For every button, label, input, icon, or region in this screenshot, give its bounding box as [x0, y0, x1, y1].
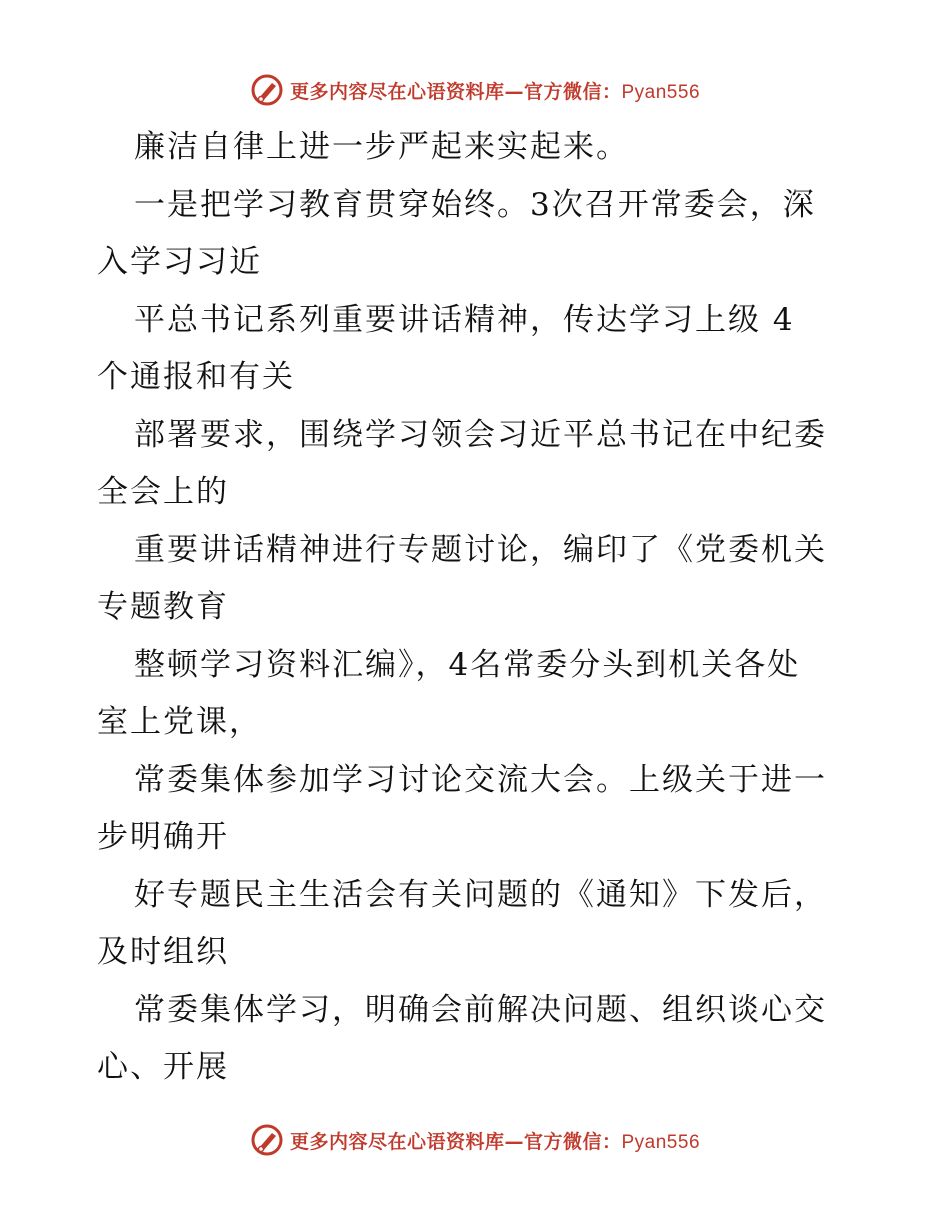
text-line: 专题教育: [97, 589, 229, 625]
document-body: [97, 119, 877, 1097]
text-line: 个通报和有关: [97, 359, 295, 395]
text-line: 步明确开: [97, 819, 229, 855]
text-line: 一是把学习教育贯穿始终。3次召开常委会，深: [134, 186, 816, 223]
text-line: 室上党课，: [97, 704, 262, 740]
text-line: 平总书记系列重要讲话精神，传达学习上级 4: [134, 301, 795, 338]
text-line: 入学习习近: [97, 244, 262, 280]
header-watermark: [0, 70, 950, 110]
text-line: 及时组织: [97, 934, 229, 970]
text-line: 部署要求，围绕学习领会习近平总书记在中纪委: [134, 416, 827, 453]
header-watermark-text: 更多内容尽在心语资料库—官方微信：Pyan556: [289, 80, 701, 103]
footer-watermark: [0, 1120, 950, 1160]
text-line: 常委集体参加学习讨论交流大会。上级关于进一: [134, 761, 827, 798]
text-line: 常委集体学习，明确会前解决问题、组织谈心交: [134, 991, 827, 1028]
text-line: 好专题民主生活会有关问题的《通知》下发后，: [134, 876, 827, 913]
text-line: 整顿学习资料汇编》，4名常委分头到机关各处: [134, 646, 801, 683]
footer-watermark-text: 更多内容尽在心语资料库—官方微信：Pyan556: [289, 1130, 701, 1153]
text-line: 全会上的: [97, 474, 229, 510]
text-line: 心、开展: [97, 1049, 229, 1085]
pen-logo-icon: [250, 73, 284, 107]
text-line: 重要讲话精神进行专题讨论，编印了《党委机关: [134, 531, 827, 568]
pen-logo-icon: [250, 1123, 284, 1157]
text-line: 廉洁自律上进一步严起来实起来。: [134, 129, 629, 165]
